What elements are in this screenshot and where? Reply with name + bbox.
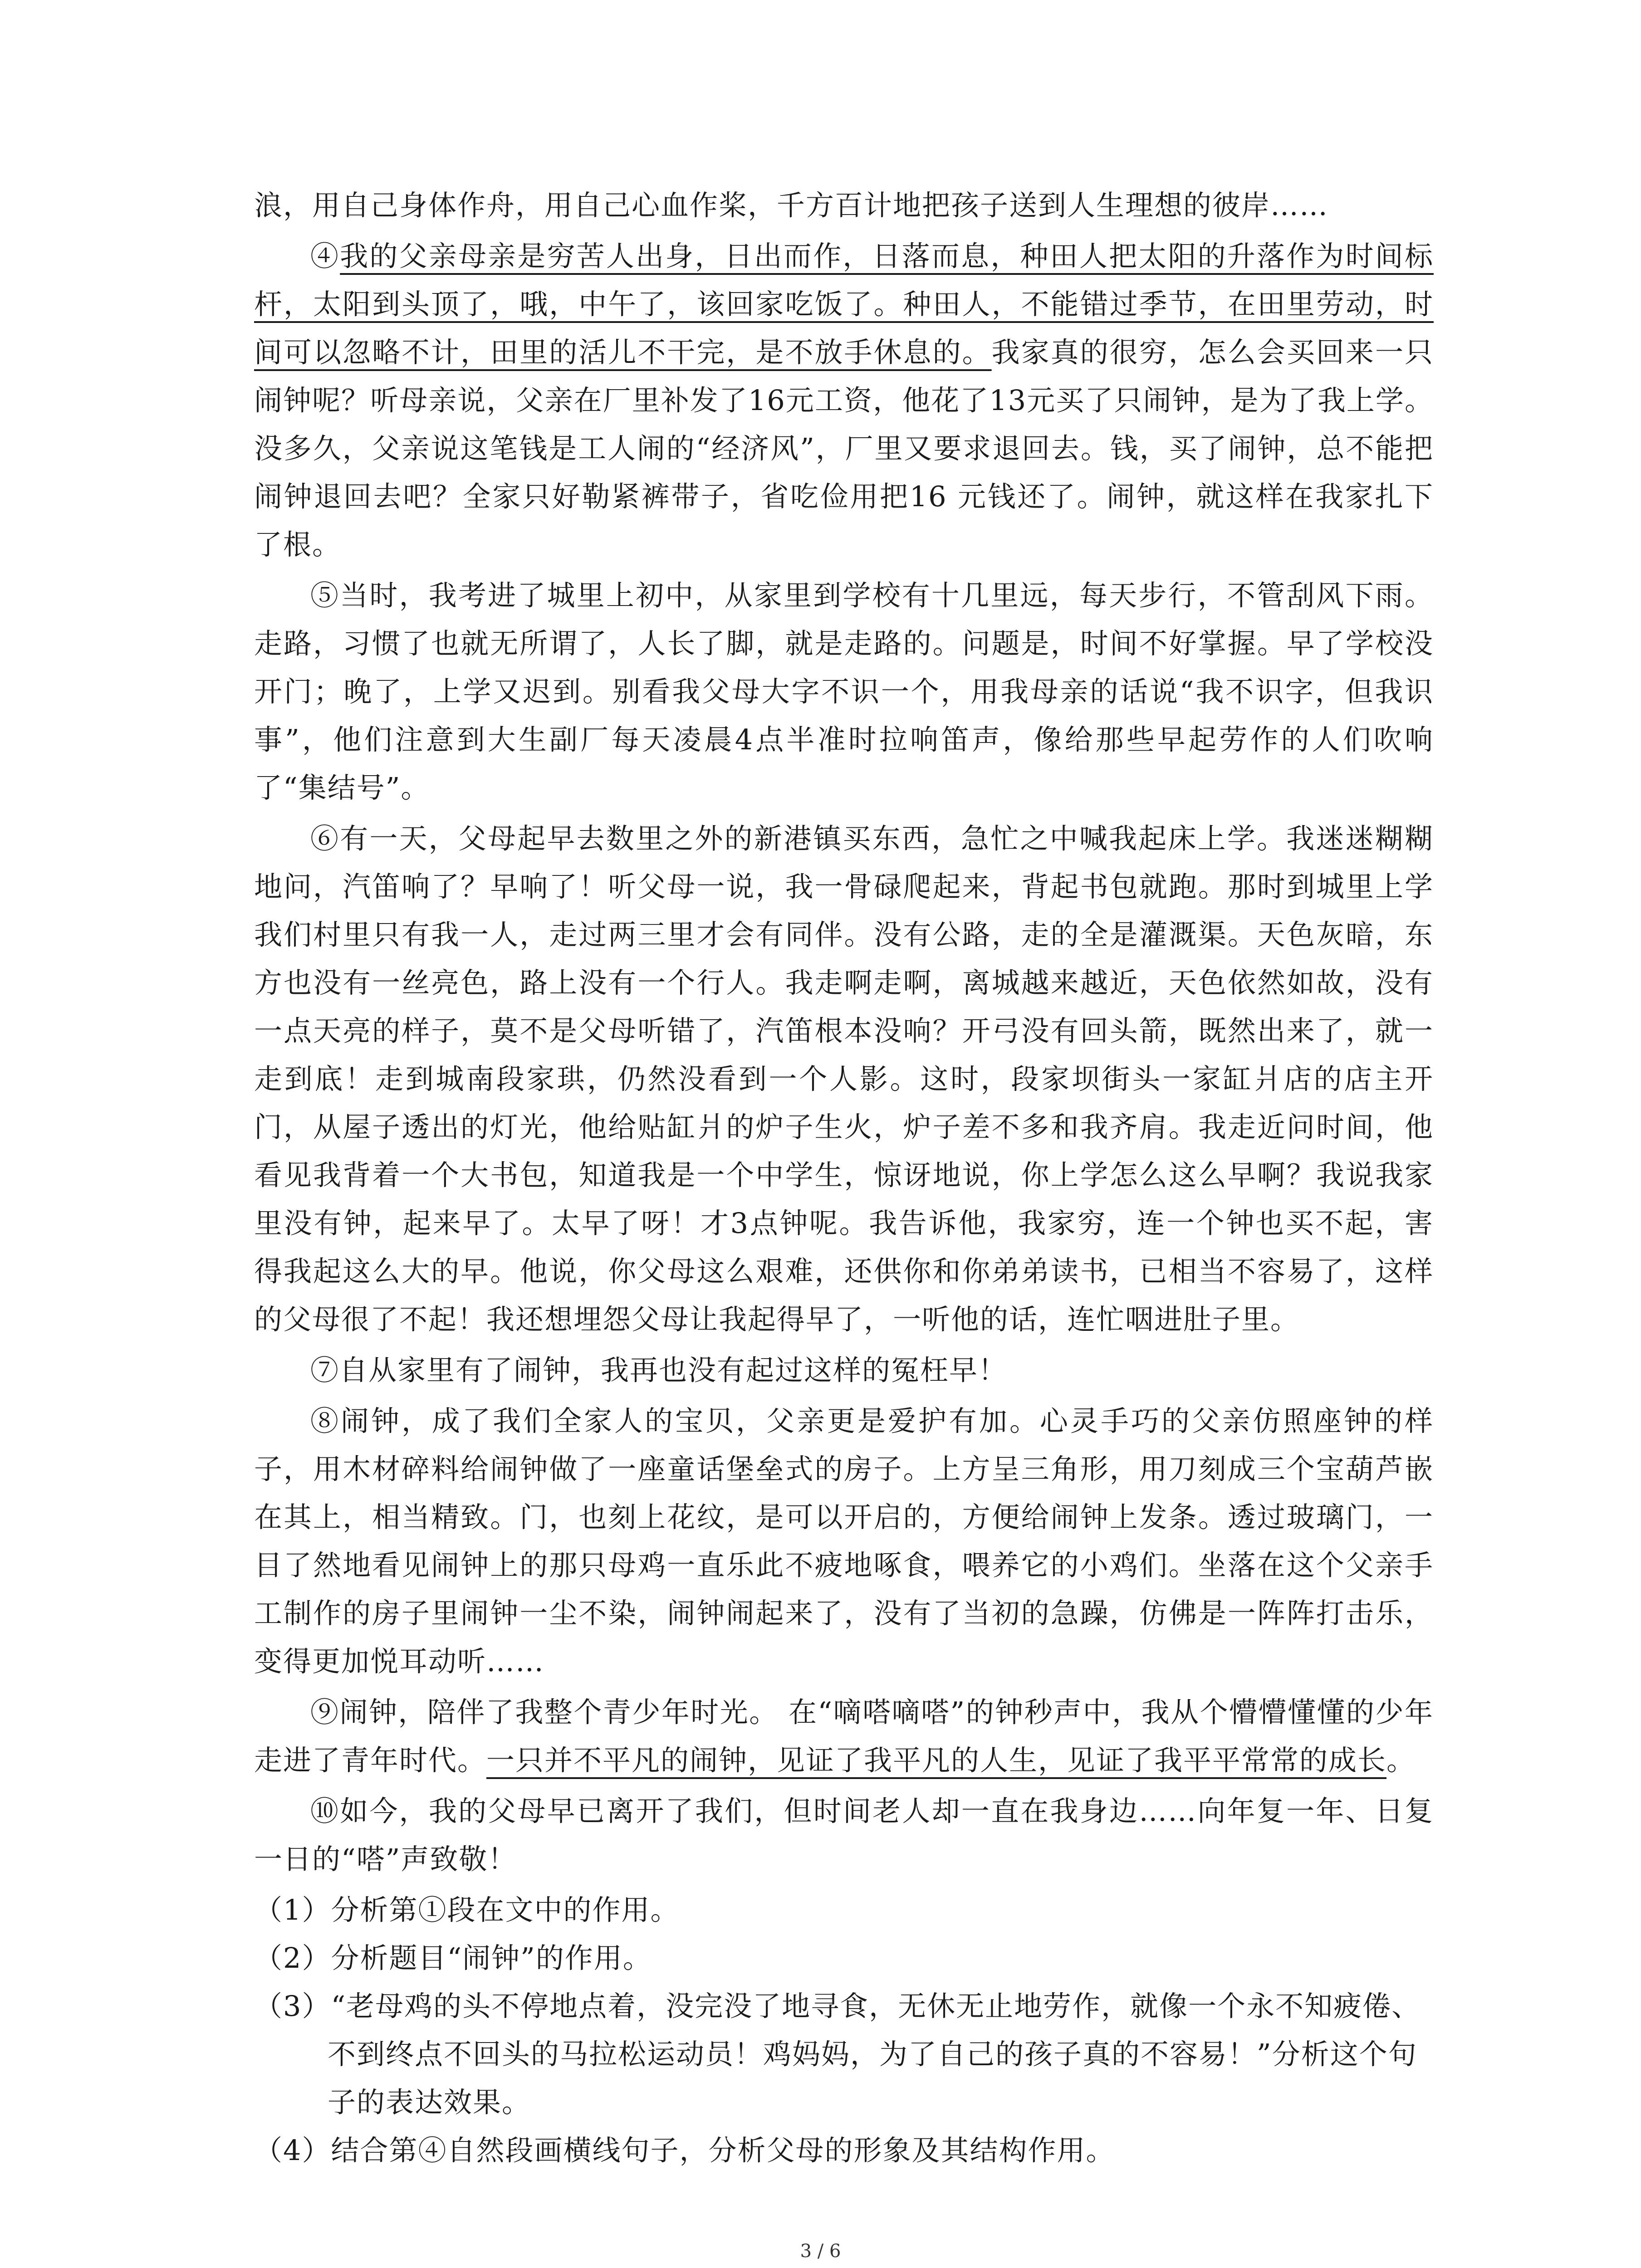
question-1: （1）分析第①段在文中的作用。	[254, 1893, 680, 1926]
paragraph-9-end: 。	[1386, 1744, 1416, 1777]
paragraph-9-text: ⑨闹钟，陪伴了我整个青少年时光。 在“嘀嗒嘀嗒”的钟秒声中，我从个懵懵懂懂的少年走进了青年时代。	[254, 1696, 1434, 1777]
paragraph-8: ⑧闹钟，成了我们全家人的宝贝，父亲更是爱护有加。心灵手巧的父亲仿照座钟的样子，用木材碎料给闹钟做了一座童话堡垒式的房子。上方呈三角形，用刀刻成三个宝葫芦嵌在其上，相当精致。门，也刻上花纹，是可以开启的，方便给闹钟上发条。透过玻璃门，一目了然地看见闹钟上的那只母鸡一直乐此不疲地啄食，喂养它的小鸡们。坐落在这个父亲手工制作的房子里闹钟一尘不染，闹钟闹起来了，没有了当初的急躁，仿佛是一阵阵打击乐，变得更加悦耳动听……	[254, 1404, 1434, 1678]
question-4: （4）结合第④自然段画横线句子，分析父母的形象及其结构作用。	[254, 2134, 1115, 2167]
paragraph-3-continued: 浪，用自己身体作舟，用自己心血作桨，千方百计地把孩子送到人生理想的彼岸……	[254, 189, 1329, 222]
question-list	[254, 1886, 1434, 2175]
paragraph-7: ⑦自从家里有了闹钟，我再也没有起过这样的冤枉早！	[310, 1354, 1008, 1387]
paragraph-10: ⑩如今，我的父母早已离开了我们，但时间老人却一直在我身边……向年复一年、日复一日的“嗒”声致敬！	[254, 1794, 1434, 1876]
question-2: （2）分析题目“闹钟”的作用。	[254, 1941, 652, 1975]
paragraph-5: ⑤当时，我考进了城里上初中，从家里到学校有十几里远，每天步行，不管刮风下雨。走路，习惯了也就无所谓了，人长了脚，就是走路的。问题是，时间不好掌握。早了学校没开门；晚了，上学又迟到。别看我父母大字不识一个，用我母亲的话说“我不识字，但我识事”，他们注意到大生副厂每天凌晨4点半准时拉响笛声，像给那些早起劳作的人们吹响了“集结号”。	[254, 579, 1434, 804]
question-3: （3）“老母鸡的头不停地点着，没完没了地寻食，无休无止地劳作，就像一个永不知疲倦、不到终点不回头的马拉松运动员！鸡妈妈，为了自己的孩子真的不容易！”分析这个句子的表达效果。	[254, 1989, 1421, 2119]
paragraph-4-underlined-sentence: 我的父亲母亲是穷苦人出身，日出而作，日落而息，种田人把太阳的升落作为时间标杆，太阳到头顶了，哦，中午了，该回家吃饭了。种田人，不能错过季节，在田里劳动，时间可以忽略不计，田里的活儿不干完，是不放手休息的。	[254, 240, 1434, 369]
paragraph-6: ⑥有一天，父母起早去数里之外的新港镇买东西，急忙之中喊我起床上学。我迷迷糊糊地问，汽笛响了？早响了！听父母一说，我一骨碌爬起来，背起书包就跑。那时到城里上学我们村里只有我一人，走过两三里才会有同伴。没有公路，走的全是灌溉渠。天色灰暗，东方也没有一丝亮色，路上没有一个行人。我走啊走啊，离城越来越近，天色依然如故，没有一点天亮的样子，莫不是父母听错了，汽笛根本没响？开弓没有回头箭，既然出来了，就一走到底！走到城南段家珙，仍然没看到一个人影。这时，段家坝街头一家缸爿店的店主开门，从屋子透出的灯光，他给贴缸爿的炉子生火，炉子差不多和我齐肩。我走近问时间，他看见我背着一个大书包，知道我是一个中学生，惊讶地说，你上学怎么这么早啊？我说我家里没有钟，起来早了。太早了呀！才3点钟呢。我告诉他，我家穷，连一个钟也买不起，害得我起这么大的早。他说，你父母这么艰难，还供你和你弟弟读书，已相当不容易了，这样的父母很了不起！我还想埋怨父母让我起得早了，一听他的话，连忙咽进肚子里。	[254, 822, 1434, 1336]
paragraph-4-number: ④	[310, 240, 340, 273]
paragraph-9	[254, 1688, 1434, 1784]
paragraph-9-underlined-sentence: 一只并不平凡的闹钟，见证了我平凡的人生，见证了我平平常常的成长	[486, 1744, 1387, 1777]
paragraph-4	[254, 232, 1434, 569]
article-body	[254, 181, 1434, 2175]
paragraph-4-rest: 我家真的很穷，怎么会买回来一只闹钟呢？听母亲说，父亲在厂里补发了16元工资，他花了13元买了只闹钟，是为了我上学。没多久，父亲说这笔钱是工人闹的“经济风”，厂里又要求退回去。钱，买了闹钟，总不能把闹钟退回去吧？全家只好勒紧裤带子，省吃俭用把16 元钱还了。闹钟，就这样在我家扎下了根。	[254, 336, 1434, 561]
page-number: 3 / 6	[800, 2241, 841, 2262]
